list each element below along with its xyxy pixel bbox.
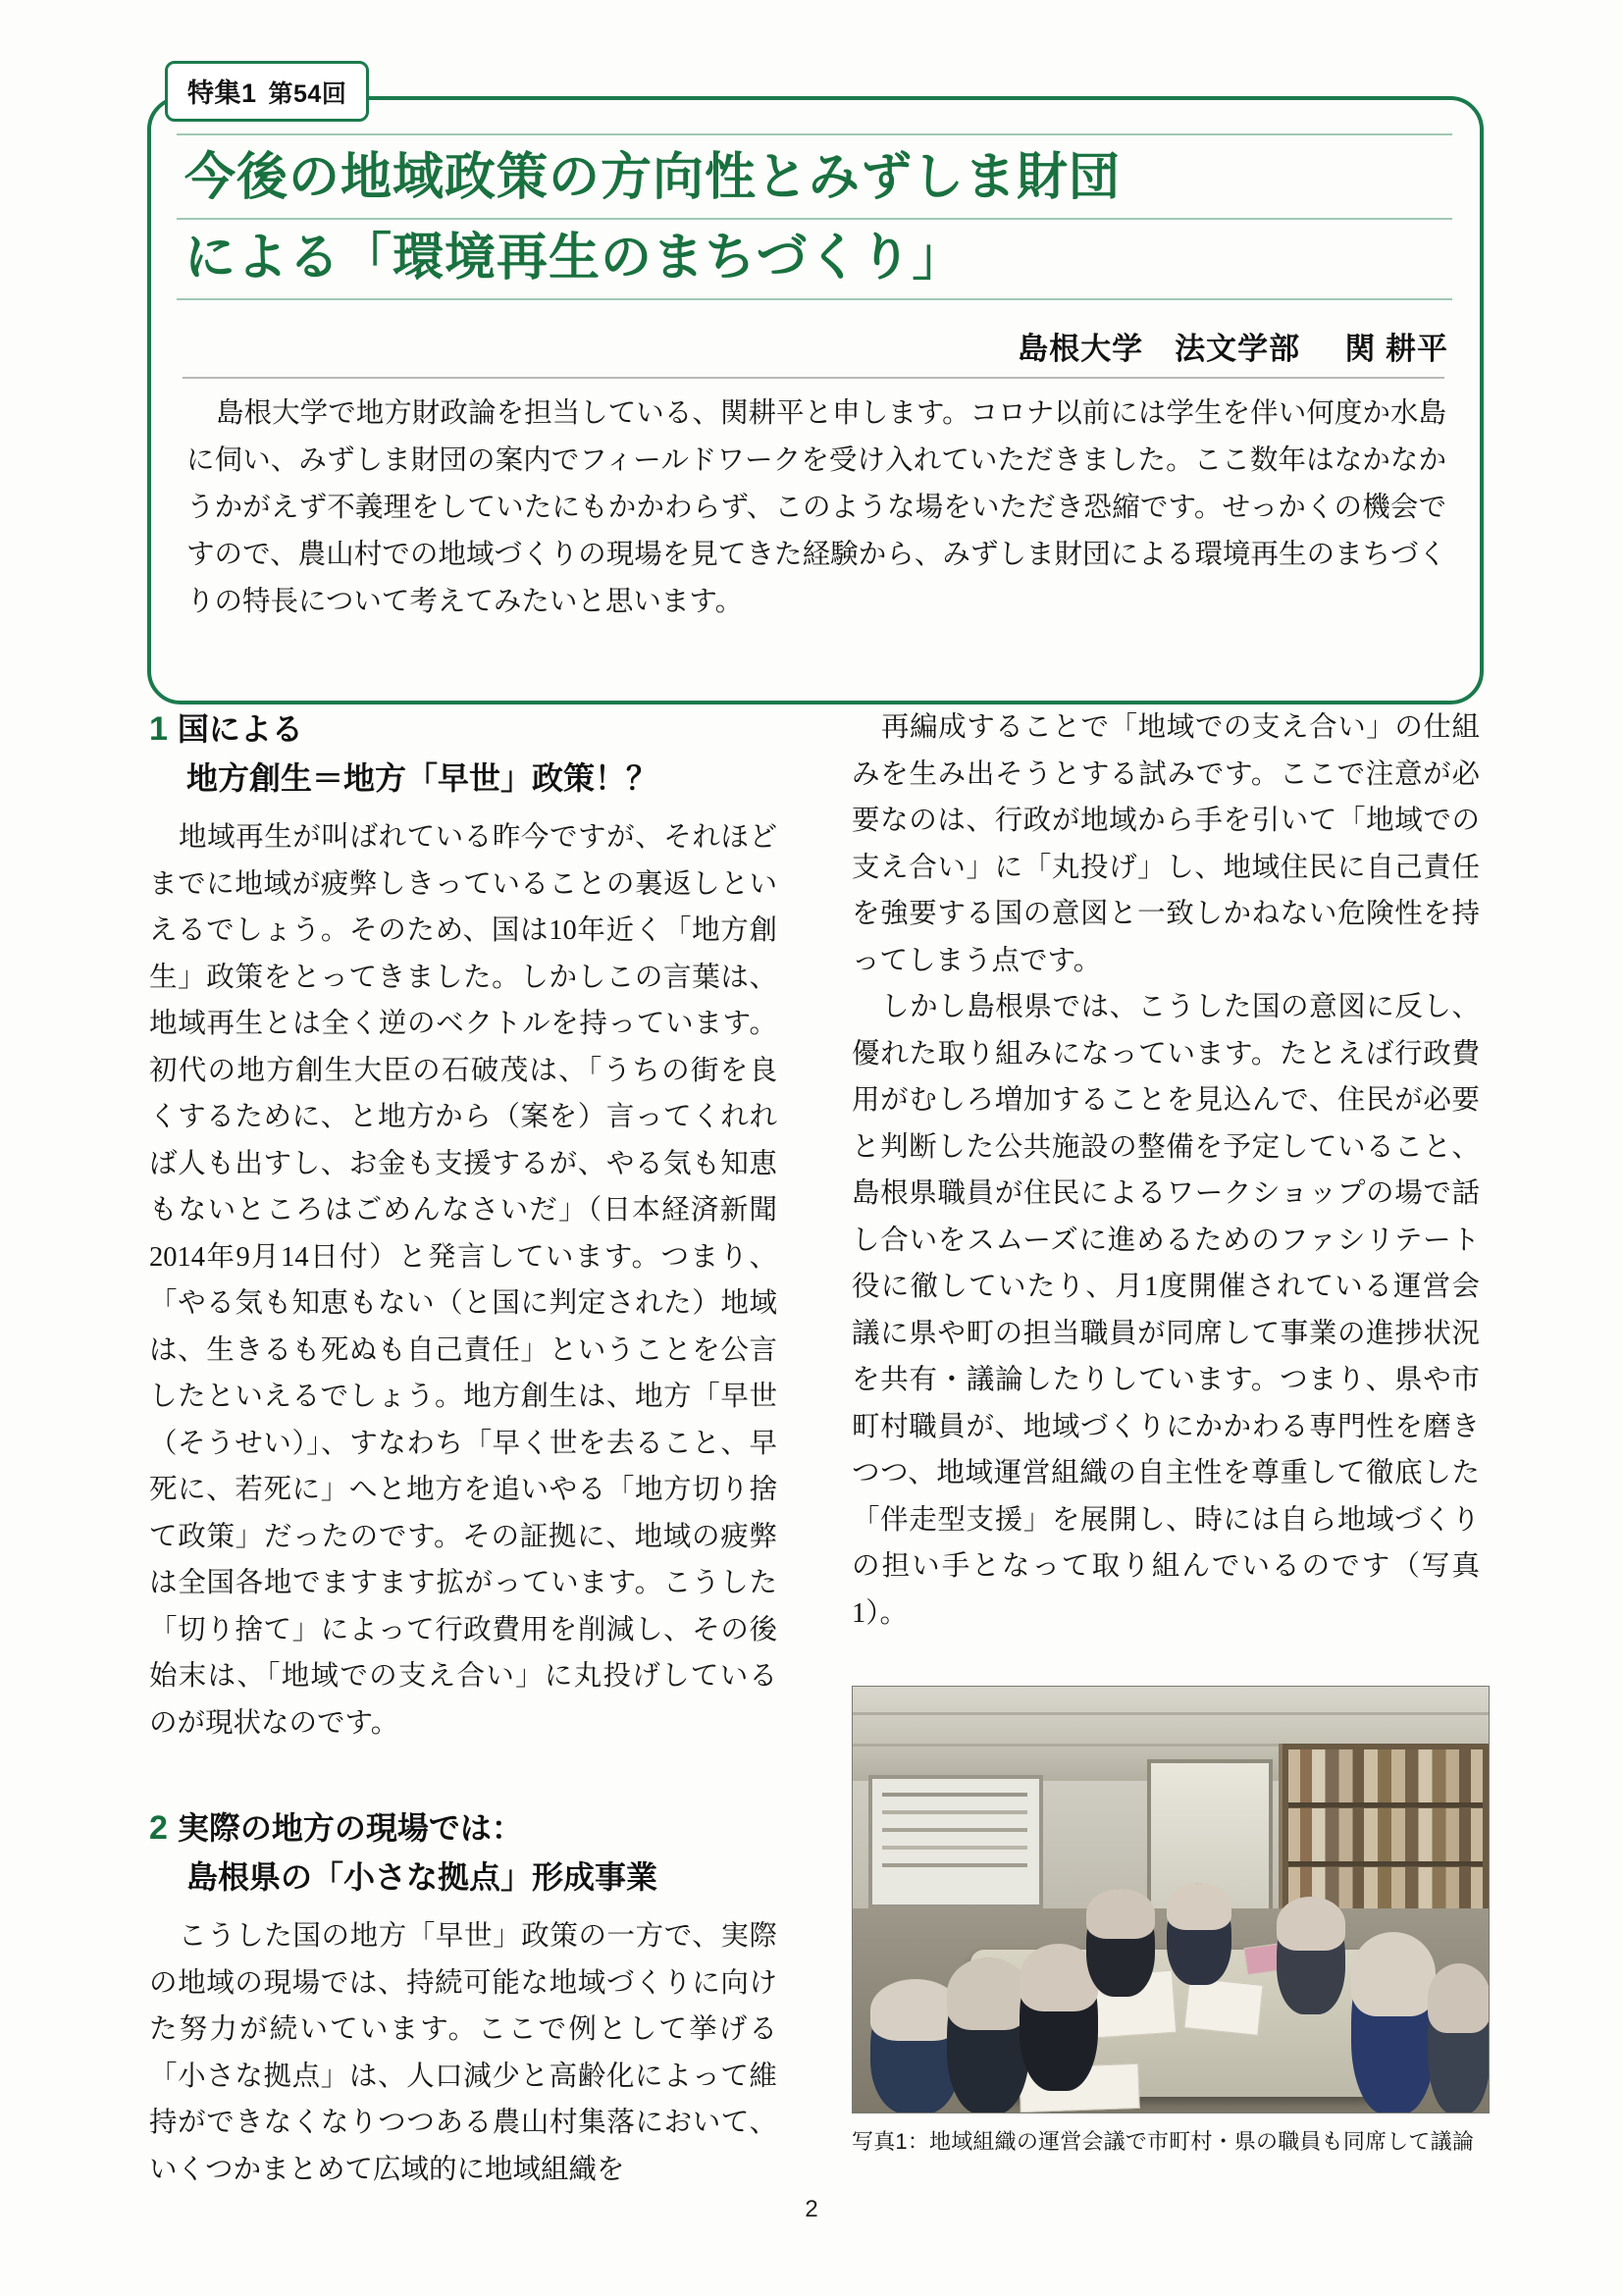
photo-participant bbox=[1351, 1932, 1436, 2113]
title-line-1: 今後の地域政策の方向性とみずしま財団 bbox=[177, 133, 1452, 220]
section-1-heading-line1: 国による bbox=[177, 711, 303, 747]
section-2-heading bbox=[149, 1803, 777, 1902]
right-paragraph-2: しかし島根県では、こうした国の意図に反し、優れた取り組みになっています。たとえば行政費用がむしろ増加することを見込んで、住民が必要と判断した公共施設の整備を予定していること、島根県職員が住民によるワークショップの場で話し合いをスムーズに進めるためのファシリテート役に徹していたり、月1度開催されている運営会議に県や町の担当職員が同席して事業の進捗状況を共有・議論したりしています。つまり、県や市町村職員が、地域づくりにかかわる専門性を磨きつつ、地域運営組織の自主性を尊重して徹底した「伴走型支援」を展開し、時には自ら地域づくりの担い手となって取り組んでいるのです（写真1）。 bbox=[852, 992, 1480, 1629]
photo-participant bbox=[1167, 1883, 1231, 1985]
author-name: 関 耕平 bbox=[1344, 332, 1448, 366]
feature-tag bbox=[165, 61, 369, 122]
photo-participant bbox=[1086, 1889, 1155, 1997]
left-column bbox=[149, 704, 777, 2193]
figure-photo-1 bbox=[852, 1686, 1490, 2156]
right-paragraph-1: 再編成することで「地域での支え合い」の仕組みを生み出そうとする試みです。ここで注意が必要なのは、行政が地域から手を引いて「地域での支え合い」に「丸投げ」し、地域住民に自己責任を強要する国の意図と一致しかねない危険性を持ってしまう点です。 bbox=[852, 712, 1480, 976]
photo-participant-head bbox=[947, 1957, 1029, 2030]
feature-tag-label: 特集1 bbox=[187, 78, 257, 108]
section-1-number: 1 bbox=[149, 710, 168, 748]
photo-shelf-row bbox=[1288, 1808, 1483, 1866]
author-byline bbox=[1018, 324, 1448, 368]
article-title bbox=[177, 133, 1452, 302]
photo-whiteboard bbox=[868, 1775, 1043, 1908]
section-1-heading-line2: 地方創生＝地方「早世」政策！？ bbox=[186, 760, 658, 796]
photo-participant bbox=[1020, 1944, 1098, 2091]
section-1-paragraph-1: 地域再生が叫ばれている昨今ですが、それほどまでに地域が疲弊しきっていることの裏返しといえるでしょう。そのため、国は10年近く「地方創生」政策をとってきました。しかしこの言葉は、地域再生とは全く逆のベクトルを持っています。初代の地方創生大臣の石破茂は、「うちの街を良くするために、と地方から（案を）言ってくれれば人も出すし、お金も支援するが、やる気も知恵もないところはごめんなさいだ」（日本経済新聞2014年9月14日付）と発言しています。つまり、「やる気も知恵もない（と国に判定された）地域は、生きるも死ぬも自己責任」ということを公言したといえるでしょう。地方創生は、地方「早世（そうせい）」、すなわち「早く世を去ること、早死に、若死に」へと地方を追いやる「地方切り捨て政策」だったのです。その証拠に、地域の疲弊は全国各地でますます拡がっています。こうした「切り捨て」によって行政費用を削減し、その後始末は、「地域での支え合い」に丸投げしているのが現状なのです。 bbox=[149, 822, 777, 1739]
lead-divider bbox=[183, 377, 1444, 379]
photo-document bbox=[1183, 1977, 1263, 2036]
photo-caption: 写真1：地域組織の運営会議で市町村・県の職員も同席して議論 bbox=[852, 2129, 1475, 2154]
photo-participant bbox=[1428, 1963, 1490, 2113]
title-line-2: による「環境再生のまちづくり」 bbox=[177, 222, 1452, 300]
photo-participant-head bbox=[1086, 1889, 1155, 1939]
section-2-number: 2 bbox=[149, 1809, 168, 1847]
author-affiliation: 島根大学 法文学部 bbox=[1018, 332, 1301, 366]
section-1-heading bbox=[149, 704, 777, 803]
section-spacer bbox=[149, 1747, 777, 1803]
photo-participant-head bbox=[1167, 1883, 1231, 1930]
photo-participant bbox=[947, 1957, 1029, 2113]
photo-ceiling-line bbox=[853, 1712, 1489, 1715]
lead-paragraph: 島根大学で地方財政論を担当している、関耕平と申します。コロナ以前には学生を伴い何度か水島に伺い、みずしま財団の案内でフィールドワークを受け入れていただきました。ここ数年はなかなかうかがえず不義理をしていたにもかかわらず、このような場をいただき恐縮です。せっかくの機会ですので、農山村での地域づくりの現場を見てきた経験から、みずしま財団による環境再生のまちづくりの特長について考えてみたいと思います。 bbox=[186, 398, 1446, 617]
section-2-paragraph-1: こうした国の地方「早世」政策の一方で、実際の地域の現場では、持続可能な地域づくりに向けた努力が続いています。ここで例として挙げる「小さな拠点」は、人口減少と高齢化によって維持ができなくなりつつある農山村集落において、いくつかまとめて広域的に地域組織を bbox=[149, 1921, 777, 2185]
feature-issue-label: 第54回 bbox=[268, 80, 347, 108]
photo-participant-head bbox=[1351, 1932, 1436, 2016]
photo-participant bbox=[1277, 1897, 1345, 2014]
photo-participant-head bbox=[1277, 1897, 1345, 1951]
photo-participant-head bbox=[1428, 1963, 1490, 2033]
page-number: 2 bbox=[805, 2196, 818, 2222]
right-column bbox=[852, 704, 1480, 1637]
section-2-heading-line2: 島根県の「小さな拠点」形成事業 bbox=[186, 1859, 658, 1895]
photo-shelf-row bbox=[1288, 1749, 1483, 1807]
section-2-heading-line1: 実際の地方の現場では： bbox=[177, 1810, 523, 1846]
photo-image bbox=[852, 1686, 1490, 2113]
